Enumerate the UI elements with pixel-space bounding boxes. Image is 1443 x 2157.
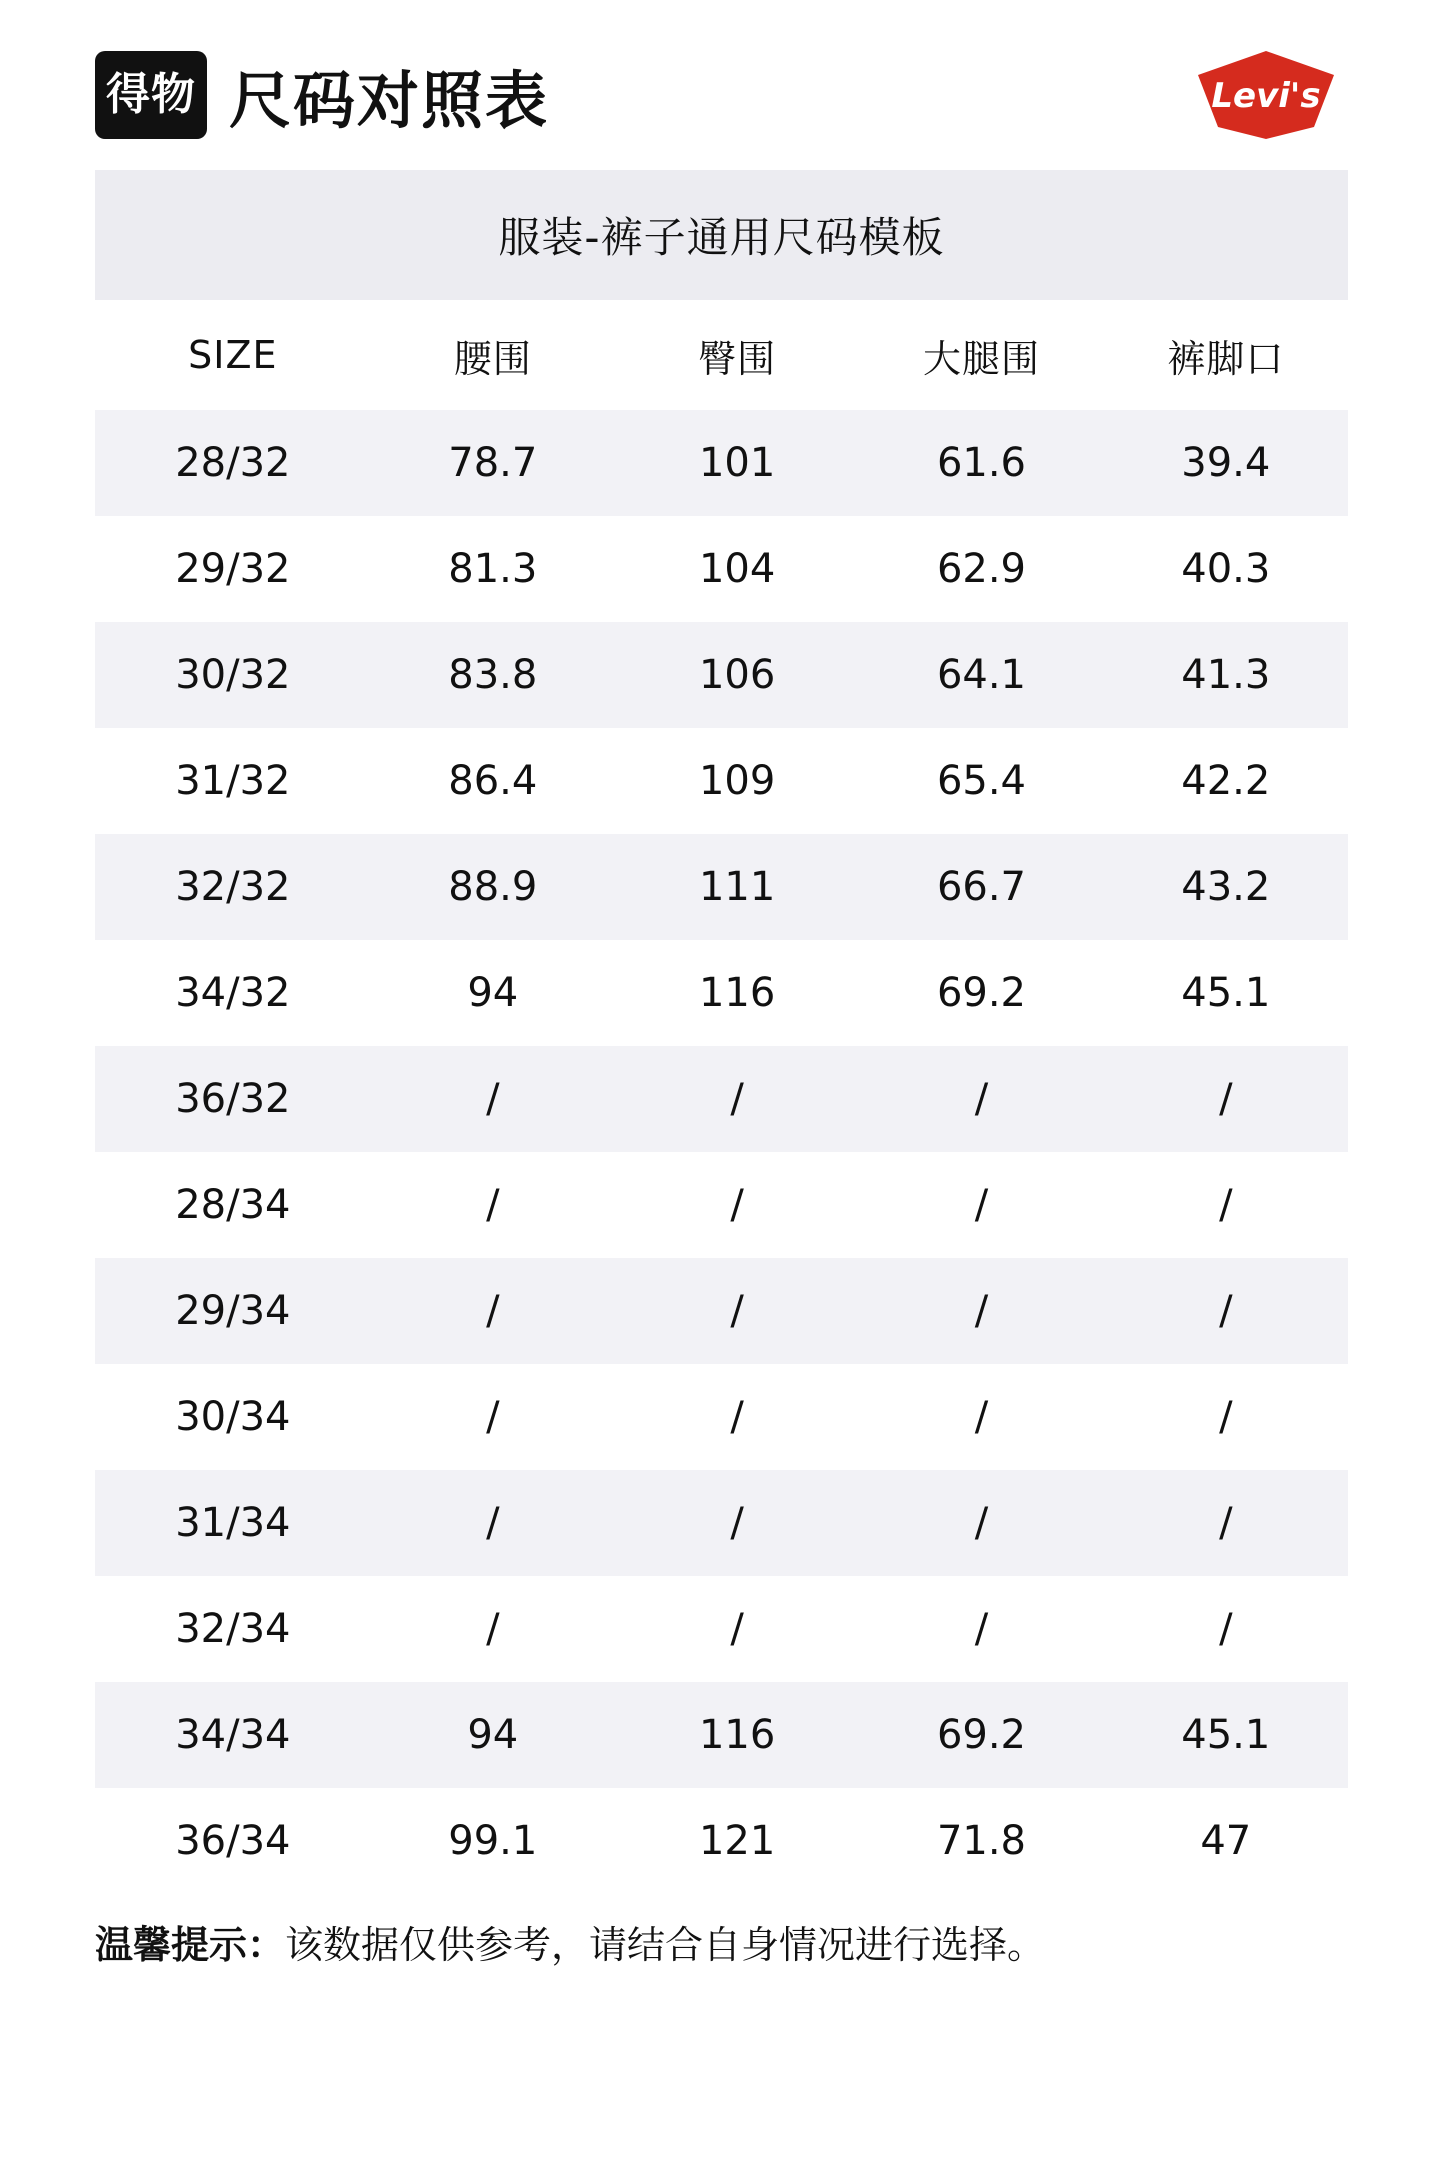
cell-waist: /	[371, 1258, 615, 1364]
cell-waist: 88.9	[371, 834, 615, 940]
cell-hip: 116	[615, 940, 859, 1046]
cell-thigh: /	[859, 1470, 1103, 1576]
table-row	[95, 834, 1348, 940]
dewu-logo-text: 得物	[106, 69, 196, 120]
cell-waist: /	[371, 1576, 615, 1682]
footer-note-text: 该数据仅供参考，请结合自身情况进行选择。	[285, 1923, 1046, 1967]
cell-hem: 47	[1104, 1788, 1348, 1894]
cell-hem: 39.4	[1104, 410, 1348, 516]
cell-hip: /	[615, 1152, 859, 1258]
cell-hip: 121	[615, 1788, 859, 1894]
cell-hip: /	[615, 1046, 859, 1152]
cell-hip: 109	[615, 728, 859, 834]
column-header-size: SIZE	[95, 300, 371, 410]
cell-hip: /	[615, 1364, 859, 1470]
cell-hip: 104	[615, 516, 859, 622]
cell-hem: /	[1104, 1364, 1348, 1470]
cell-hem: 43.2	[1104, 834, 1348, 940]
cell-hem: /	[1104, 1576, 1348, 1682]
cell-hem: /	[1104, 1152, 1348, 1258]
cell-size: 34/32	[95, 940, 371, 1046]
cell-waist: 81.3	[371, 516, 615, 622]
cell-hip: 101	[615, 410, 859, 516]
page-header	[95, 0, 1348, 160]
dewu-logo-badge	[95, 51, 207, 139]
column-header-hem: 裤脚口	[1104, 300, 1348, 410]
cell-thigh: 66.7	[859, 834, 1103, 940]
cell-thigh: 69.2	[859, 1682, 1103, 1788]
cell-waist: 86.4	[371, 728, 615, 834]
cell-hem: 41.3	[1104, 622, 1348, 728]
table-row	[95, 1682, 1348, 1788]
cell-size: 32/34	[95, 1576, 371, 1682]
table-row	[95, 1470, 1348, 1576]
cell-thigh: 61.6	[859, 410, 1103, 516]
cell-size: 28/32	[95, 410, 371, 516]
cell-size: 34/34	[95, 1682, 371, 1788]
table-header-row	[95, 300, 1348, 410]
cell-size: 36/34	[95, 1788, 371, 1894]
cell-waist: 83.8	[371, 622, 615, 728]
size-table-container	[95, 170, 1348, 1894]
table-row	[95, 516, 1348, 622]
table-row	[95, 1788, 1348, 1894]
cell-hem: /	[1104, 1046, 1348, 1152]
cell-hem: /	[1104, 1258, 1348, 1364]
table-row	[95, 410, 1348, 516]
cell-thigh: 64.1	[859, 622, 1103, 728]
cell-hip: 106	[615, 622, 859, 728]
svg-text:Levi's: Levi's	[1211, 76, 1321, 116]
cell-size: 29/32	[95, 516, 371, 622]
cell-hip: /	[615, 1576, 859, 1682]
table-row	[95, 1046, 1348, 1152]
column-header-hip: 臀围	[615, 300, 859, 410]
cell-thigh: 71.8	[859, 1788, 1103, 1894]
table-row	[95, 622, 1348, 728]
cell-thigh: 62.9	[859, 516, 1103, 622]
cell-waist: /	[371, 1152, 615, 1258]
table-row	[95, 1576, 1348, 1682]
cell-thigh: 65.4	[859, 728, 1103, 834]
cell-thigh: /	[859, 1152, 1103, 1258]
cell-waist: 99.1	[371, 1788, 615, 1894]
size-table	[95, 170, 1348, 1894]
levis-logo	[1194, 49, 1338, 141]
table-title-row	[95, 170, 1348, 300]
table-row	[95, 1258, 1348, 1364]
cell-size: 30/32	[95, 622, 371, 728]
cell-waist: 94	[371, 940, 615, 1046]
cell-thigh: /	[859, 1046, 1103, 1152]
table-title: 服装-裤子通用尺码模板	[95, 170, 1348, 300]
cell-thigh: 69.2	[859, 940, 1103, 1046]
cell-size: 30/34	[95, 1364, 371, 1470]
cell-hem: 45.1	[1104, 1682, 1348, 1788]
cell-hem: 42.2	[1104, 728, 1348, 834]
cell-hip: /	[615, 1258, 859, 1364]
cell-waist: /	[371, 1046, 615, 1152]
cell-size: 31/32	[95, 728, 371, 834]
cell-hip: 116	[615, 1682, 859, 1788]
table-row	[95, 1364, 1348, 1470]
table-row	[95, 940, 1348, 1046]
cell-waist: /	[371, 1470, 615, 1576]
table-row	[95, 1152, 1348, 1258]
cell-waist: /	[371, 1364, 615, 1470]
column-header-waist: 腰围	[371, 300, 615, 410]
table-row	[95, 728, 1348, 834]
cell-thigh: /	[859, 1258, 1103, 1364]
cell-hem: /	[1104, 1470, 1348, 1576]
cell-thigh: /	[859, 1364, 1103, 1470]
cell-size: 31/34	[95, 1470, 371, 1576]
footer-note-label: 温馨提示：	[95, 1923, 286, 1967]
cell-waist: 94	[371, 1682, 615, 1788]
cell-size: 36/32	[95, 1046, 371, 1152]
cell-size: 28/34	[95, 1152, 371, 1258]
cell-size: 29/34	[95, 1258, 371, 1364]
column-header-thigh: 大腿围	[859, 300, 1103, 410]
cell-hem: 45.1	[1104, 940, 1348, 1046]
footer-note	[95, 1920, 1348, 1971]
cell-waist: 78.7	[371, 410, 615, 516]
page-title: 尺码对照表	[229, 63, 550, 137]
cell-hip: /	[615, 1470, 859, 1576]
cell-hem: 40.3	[1104, 516, 1348, 622]
cell-thigh: /	[859, 1576, 1103, 1682]
cell-hip: 111	[615, 834, 859, 940]
cell-size: 32/32	[95, 834, 371, 940]
